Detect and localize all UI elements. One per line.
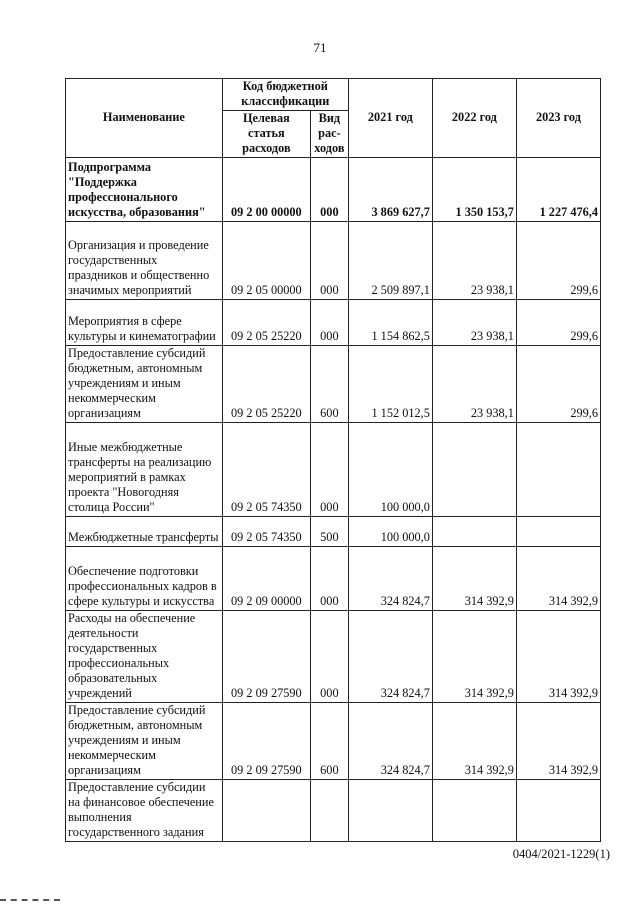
row-amount-2023: 299,6 [516,300,600,346]
row-expense-kind: 600 [310,346,348,423]
row-name: Обеспечение подготовки профессиональных кадров в сфере культуры и искусства [66,547,223,611]
row-amount-2021: 100 000,0 [348,423,432,517]
page-number: 71 [313,40,327,55]
header-2023: 2023 год [516,79,600,158]
row-amount-2021: 1 152 012,5 [348,346,432,423]
row-amount-2023: 314 392,9 [516,547,600,611]
row-name: Расходы на обеспечение деятельности государственных профессиональных образовательных учреждений [66,611,223,703]
row-amount-2023: 299,6 [516,222,600,300]
row-target-code: 09 2 05 25220 [222,346,310,423]
row-name: Предоставление субсидий бюджетным, автономным учреждениям и иным некоммерческим организациям [66,346,223,423]
header-name: Наименование [66,79,223,158]
table-row [66,517,601,547]
row-name: Организация и проведение государственных праздников и общественно значимых мероприятий [66,222,223,300]
row-amount-2022 [432,517,516,547]
budget-table [65,78,601,842]
table-row [66,547,601,611]
table-row [66,611,601,703]
row-amount-2023 [516,517,600,547]
scan-edge-mark [0,899,60,905]
row-amount-2021: 3 869 627,7 [348,158,432,222]
row-amount-2023: 299,6 [516,346,600,423]
row-expense-kind: 600 [310,703,348,780]
row-amount-2021: 1 154 862,5 [348,300,432,346]
row-amount-2022: 23 938,1 [432,300,516,346]
row-amount-2021 [348,780,432,842]
row-amount-2021: 100 000,0 [348,517,432,547]
row-amount-2023: 314 392,9 [516,611,600,703]
row-target-code: 09 2 09 00000 [222,547,310,611]
row-amount-2022: 314 392,9 [432,547,516,611]
header-code-group: Код бюджетной классификации [222,79,348,111]
header-target-article: Целевая статья расходов [222,111,310,158]
row-target-code: 09 2 05 00000 [222,222,310,300]
row-amount-2023: 1 227 476,4 [516,158,600,222]
table-row [66,780,601,842]
row-target-code: 09 2 05 25220 [222,300,310,346]
row-expense-kind: 000 [310,547,348,611]
table-row [66,703,601,780]
row-expense-kind [310,780,348,842]
row-expense-kind: 000 [310,222,348,300]
row-target-code [222,780,310,842]
row-target-code: 09 2 09 27590 [222,611,310,703]
row-name: Предоставление субсидий бюджетным, автономным учреждениям и иным некоммерческим организациям [66,703,223,780]
row-amount-2021: 2 509 897,1 [348,222,432,300]
row-amount-2023: 314 392,9 [516,703,600,780]
table-body [66,158,601,842]
row-expense-kind: 000 [310,300,348,346]
row-expense-kind: 500 [310,517,348,547]
row-name: Подпрограмма "Поддержка профессионального искусства, образования" [66,158,223,222]
row-amount-2021: 324 824,7 [348,703,432,780]
row-name: Иные межбюджетные трансферты на реализацию мероприятий в рамках проекта "Новогодняя столица России" [66,423,223,517]
row-amount-2021: 324 824,7 [348,611,432,703]
header-expense-kind: Вид рас- ходов [310,111,348,158]
table-row [66,300,601,346]
row-target-code: 09 2 00 00000 [222,158,310,222]
header-2022: 2022 год [432,79,516,158]
row-target-code: 09 2 09 27590 [222,703,310,780]
row-expense-kind: 000 [310,158,348,222]
row-amount-2022: 314 392,9 [432,611,516,703]
row-expense-kind: 000 [310,423,348,517]
header-2021: 2021 год [348,79,432,158]
row-target-code: 09 2 05 74350 [222,517,310,547]
row-amount-2023 [516,780,600,842]
row-amount-2022: 23 938,1 [432,222,516,300]
row-amount-2022: 314 392,9 [432,703,516,780]
row-amount-2021: 324 824,7 [348,547,432,611]
row-amount-2022 [432,423,516,517]
document-code: 0404/2021-1229(1) [512,847,610,861]
row-expense-kind: 000 [310,611,348,703]
row-target-code: 09 2 05 74350 [222,423,310,517]
table-row [66,423,601,517]
row-name: Предоставление субсидии на финансовое обеспечение выполнения государственного задания [66,780,223,842]
row-amount-2022 [432,780,516,842]
row-amount-2022: 23 938,1 [432,346,516,423]
row-amount-2022: 1 350 153,7 [432,158,516,222]
row-name: Мероприятия в сфере культуры и кинематографии [66,300,223,346]
row-amount-2023 [516,423,600,517]
table-row [66,158,601,222]
table-row [66,222,601,300]
table-row [66,346,601,423]
row-name: Межбюджетные трансферты [66,517,223,547]
